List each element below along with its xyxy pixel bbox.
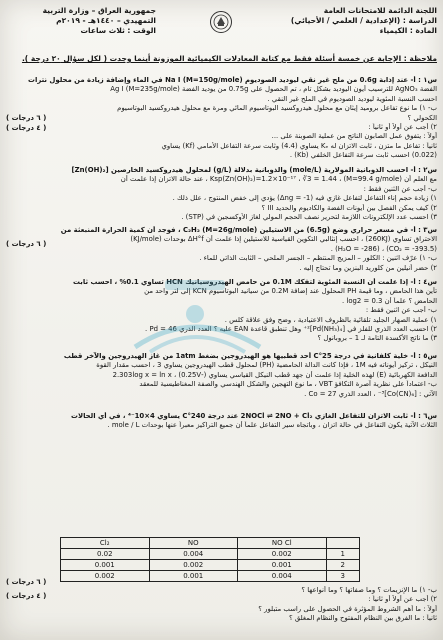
table-cell: 0.002 <box>61 571 150 582</box>
exam-duration: الوقت : ثلاث ساعات <box>80 26 156 35</box>
table-cell: 0.001 <box>238 560 327 571</box>
q1-line: (0.022) احسب ثابت سرعة التفاعل الخلفي (Kb) . <box>289 151 437 160</box>
header-left <box>6 6 156 36</box>
exam-header <box>0 6 443 50</box>
table-cell: 0.001 <box>149 571 238 582</box>
q1-line: أولاً : يتفوق عمل الصابون الناتج من عملية الصوبنة على ... <box>271 132 437 141</box>
q1-line: الفضة AgNO₃ للترسيب أيون اليوديد بشكل تام ، تم الحصول على 0.75g من يوديد الفضة Ag I (M=235g/mole) <box>110 85 437 94</box>
q4-line: ٣) ما ناتج الأكسدة التامة لـ 1 – بروبانول ؟ <box>317 334 437 343</box>
q4-line: ٢) احسب العدد الذري للفلز في [Pd(NH₃)₄]²⁺ وهل تنطبق قاعدة EAN عليه ؟ العدد الذري Pd = 46 . <box>145 325 437 334</box>
mark-q6b: ( ٤ درجات ) <box>6 592 47 600</box>
equilibrium-table <box>60 537 360 582</box>
watermark-logo <box>95 252 295 382</box>
q5-line: ب- اعتماداً على نظرية آصرة التكافؤ VBT ، ما نوع التهجين والشكل الهندسي والصفة المغناطيسية للمعقد <box>139 380 437 389</box>
table-header: NO <box>149 538 238 549</box>
q5-line: س٥ : أ- خلية كلفانية في درجة 25°C أحد قطبيها هو الهيدروجين بضغط 1atm من غاز الهيدروجين والآخر قطب <box>63 352 437 360</box>
table-cell: 1 <box>326 549 360 560</box>
table-cell: 0.001 <box>61 560 150 571</box>
question-6b <box>6 586 437 624</box>
committee-name: اللجنة الدائمة للامتحانات العامة <box>323 6 437 15</box>
q1-line: الكحولي ؟ <box>407 113 437 122</box>
q1-line: س١ : أ- عند إذابة 0.6g من ملح غير نقي ليوديد الصوديوم Na I (M=150g/mole) في الماء وإضافة زيادة من محلول نترات <box>28 76 437 84</box>
q1-line: ٢) أجب عن أولاً أو ثانياً : <box>368 123 437 132</box>
q6b-line: ب- ١) ما الإنزيمات ؟ وما صفاتها ؟ وما أنواعها ؟ <box>301 586 437 594</box>
q1-line: ثانياً : تفاعل ما متزن ، ثابت الاتزان له Kₑ يساوي (4.4) وثابت سرعة التفاعل الأمامي (Kf) يساوي <box>161 141 437 150</box>
mark-q1a: ( ٦ درجات ) <box>6 114 47 122</box>
table-row <box>61 560 360 571</box>
q6b-line: ثانياً : ما الفرق بين النظام المفتوح والنظام المغلق ؟ <box>289 614 437 623</box>
q1-line: احسب النسبة المئوية ليوديد الصوديوم في الملح غير النقي . <box>267 94 437 103</box>
mark-q1b: ( ٤ درجات ) <box>6 124 47 132</box>
q3-line: س٣ : أ- في مسعر حراري وضع (6.5g) من الاستيلين C₂H₂ (M=26g/mole) ، فوجد أن كمية الحرارة المنبعثة من <box>60 226 437 234</box>
q5-line: الدافعة الكهربائية (E) لهذه الخلية إذا علمت أن جهد قطب النيكل القياسي يساوي (-0.25V) ، 2.303log x = ln x <box>112 370 437 379</box>
table-header: Cl₂ <box>61 538 150 549</box>
table-header-row <box>61 538 360 549</box>
question-2 <box>6 166 437 222</box>
q6b-line: ٢) أجب عن أولاً أو ثانياً : <box>368 595 437 604</box>
q2-line: ٢) كيف يمكن الفصل بين أيونات الفضة والكاديوم والحديد III ؟ <box>261 203 437 212</box>
q2-line: ب- أجب عن الثنين فقط : <box>363 184 437 193</box>
q6-line: الثلاث الآتية يكون التفاعل في حالة اتزان ، وباتجاه سير التفاعل علماً أن جميع التراكيز معبراً عنها بوحدات mole / L . <box>107 421 437 430</box>
q1-line: ب- ١) ما نوع تفاعل بروميد إيثان مع محلول هيدروكسيد البوتاسيوم المائي ومرة مع محلول هيدروكسيد البوتاسيوم <box>117 104 437 113</box>
q3-line: الاحتراق تساوي (260KJ) ، احسب إنثالبي التكوين القياسية للاستيلين إذا علمت أن ΔH°f بوحدات (KJ/mole) <box>130 235 437 244</box>
q5-line: النيكل ، تركيز أيوناته فيه 1M ، فإذا كانت الدالة الحامضية (PH) لمحلول قطب الهيدروجين يساوي 3 ، احسب مقدار القوة <box>96 361 437 370</box>
table-row <box>61 571 360 582</box>
table-cell: 0.02 <box>61 549 150 560</box>
q6-line: س٦ : أ- ثابت الاتزان للتفاعل الغازي 2NOCl ⇌ 2NO + Cl₂ عند درجة 240°C يساوي 4×10⁻⁴ ، في أي الحالات <box>71 412 437 420</box>
table-header: NO Cl <box>238 538 327 549</box>
q6b-line: أولاً : ما أهم الشروط المؤثرة في الحصول على راسب متبلور ؟ <box>258 604 437 613</box>
table-cell: 0.004 <box>238 571 327 582</box>
q2-line: مع العلم أن Ksp(Zn(OH)₂)=1.2×10⁻¹⁷ ، ∛3 = 1.44 ، (M=99.4 g/mole) ، عند حالة الاتزان إذا علمت أن <box>120 175 437 184</box>
q4-line: الحامض ؟ علماً أن log2 = 0.3 . <box>342 296 437 305</box>
q5-line: الآتي : [Co(CN)₆]³⁻ ، العدد الذري Co = 27 . <box>304 389 437 398</box>
table-cell: 0.002 <box>149 560 238 571</box>
exam-session: التمهيدي – ١٤٤٠هـ - ٢٠١٩م <box>56 16 156 25</box>
q4-line: ب- أجب عن اثنين فقط : <box>365 306 437 315</box>
q4-line: ١) عملية الصهار الجليد تلقائية بالظروف الاعتيادية ، وضح وفق علاقة كلس . <box>224 315 437 324</box>
q4-line: س٤ : أ- إذا علمت أن النسبة المئوية لتفكك 0.1M من حامض الهيدروسيانيك HCN تساوي 0.1% ، احسب ثابت <box>73 278 437 286</box>
republic-ministry: جمهورية العراق – وزارة التربية <box>42 6 156 15</box>
q3-line: (CO₂ = -393.5) ، (H₂O = -286) . <box>330 244 437 253</box>
question-6 <box>6 412 437 431</box>
q2-line: ٣) احسب عدد الإلكترونات اللازمة لتحرير نصف الحجم المولي لغاز الأوكسجين في (STP) . <box>181 213 437 222</box>
exam-note: ملاحظة : الإجابة عن خمسة أسئلة فقط مع كتابة المعادلات الكيميائية الموزونة أينما وجدت ( لكل سؤال ٢٠ درجة ). <box>21 54 437 63</box>
q3-line: ٢) حضر أنيلين من كلوريد البنزين وما تحتاج إليه . <box>299 263 437 272</box>
header-right <box>262 6 437 36</box>
table-cell: 0.004 <box>149 549 238 560</box>
table-header <box>326 538 360 549</box>
mark-q3a: ( ٦ درجات ) <box>6 240 47 248</box>
q4-line: تأين هذا الحامض ، وما قيمة PH المحلول عند إضافة 0.2M من سيانيد البوتاسيوم KCN إلى لتر واحد من <box>144 287 437 296</box>
mark-q6a: ( ٦ درجات ) <box>6 578 47 586</box>
table-cell: 2 <box>326 560 360 571</box>
q2-line: ١) زيادة حجم إناء التفاعل لتفاعل غازي فيه (Δng = -1) يؤدي إلى خفض المنتوج ، علل ذلك . <box>172 194 437 203</box>
table-row <box>61 549 360 560</box>
subject: المادة : الكيمياء <box>379 26 437 35</box>
study-branch: الدراسة : (الإعدادية / العلمي / الأحيائي) <box>290 16 437 25</box>
table-cell: 3 <box>326 571 360 582</box>
question-1 <box>6 76 437 161</box>
table-cell: 0.002 <box>238 549 327 560</box>
q3-line: ب- ١) عرّف اثنين : الكلور – المزيج المنتظم – الجسر الملحي – الثابت الذاتي للماء . <box>199 254 437 263</box>
seal-icon <box>209 10 233 34</box>
q2-line: س٢ : أ- احسب الذوبانية المولارية (mole/L) والذوبانية بدلالة (g/L) لمحلول هيدروكسيد الخارصين [Zn(OH)₂] <box>71 166 437 174</box>
